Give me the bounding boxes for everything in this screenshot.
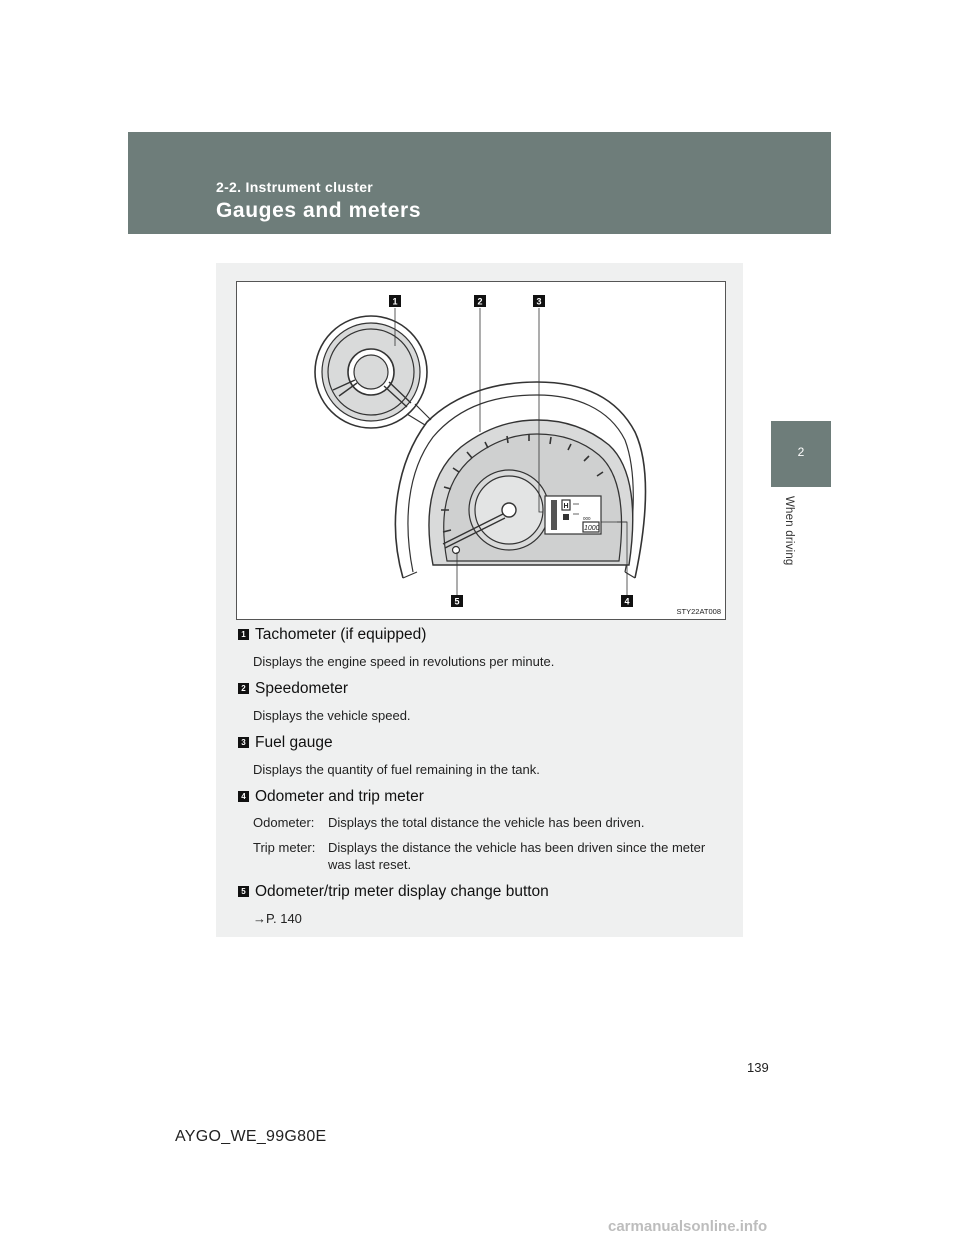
- list-item: [238, 680, 728, 724]
- section-title: 2-2. Instrument cluster: [216, 179, 374, 195]
- definition-term: Trip meter:: [253, 840, 316, 855]
- item-number-badge: 2: [238, 683, 249, 694]
- model-code: AYGO_WE_99G80E: [175, 1128, 327, 1145]
- item-description: Displays the quantity of fuel remaining in the tank.: [253, 762, 540, 777]
- callout-1-label: 1: [392, 296, 398, 307]
- gear-indicator: H: [563, 503, 569, 510]
- item-number-badge: 3: [238, 737, 249, 748]
- list-item: [238, 626, 728, 670]
- item-description: Displays the vehicle speed.: [253, 708, 411, 723]
- chapter-tab-number: 2: [797, 445, 805, 459]
- page-title: Gauges and meters: [216, 199, 422, 222]
- odometer-readout: 1000: [584, 525, 600, 532]
- figure-code: STY22AT008: [676, 607, 721, 616]
- speedometer-hub: [502, 503, 516, 517]
- item-title: Odometer and trip meter: [255, 788, 424, 805]
- callout-2-label: 2: [477, 296, 483, 307]
- item-title: Tachometer (if equipped): [255, 626, 427, 643]
- item-list: [238, 626, 728, 937]
- callout-4-label: 4: [624, 596, 630, 607]
- definition-body: Displays the distance the vehicle has been driven since the meter was last reset.: [328, 840, 706, 872]
- item-number-badge: 4: [238, 791, 249, 802]
- instrument-cluster-figure: [236, 281, 726, 620]
- chapter-side-label-text: When driving: [783, 496, 795, 566]
- chapter-side-label: [775, 496, 805, 586]
- callout-5-label: 5: [454, 596, 460, 607]
- watermark: carmanualsonline.info: [608, 1218, 768, 1235]
- definition-trip-meter: [238, 839, 728, 873]
- item-number-badge: 5: [238, 886, 249, 897]
- trip-readout: 000: [583, 516, 591, 521]
- page-number: 139: [747, 1060, 769, 1075]
- list-item: [238, 788, 728, 873]
- definition-body: Displays the total distance the vehicle has been driven.: [328, 815, 645, 830]
- callout-3-label: 3: [536, 296, 542, 307]
- item-title: Fuel gauge: [255, 734, 333, 751]
- definition-term: Odometer:: [253, 815, 315, 830]
- item-title: Odometer/trip meter display change button: [255, 883, 549, 900]
- chapter-header: [128, 132, 831, 234]
- item-description: Displays the engine speed in revolutions per minute.: [253, 654, 555, 669]
- item-title: Speedometer: [255, 680, 349, 697]
- chapter-tab[interactable]: [771, 421, 831, 487]
- list-item: [238, 734, 728, 778]
- display-change-button: [453, 547, 460, 554]
- definition-odometer: [238, 814, 728, 831]
- page-reference-link[interactable]: →P. 140: [253, 911, 302, 926]
- item-number-badge: 1: [238, 629, 249, 640]
- list-item: [238, 883, 728, 927]
- instrument-cluster-illustration: [237, 282, 725, 619]
